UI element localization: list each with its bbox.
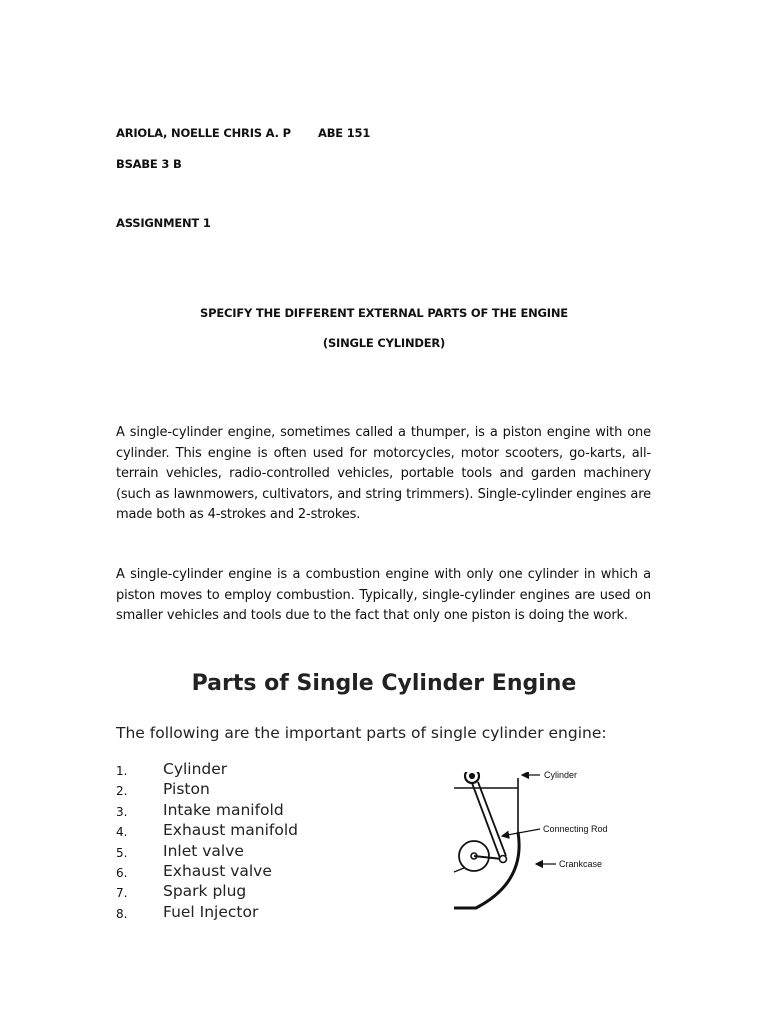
list-number: 1.: [116, 764, 128, 778]
connecting-rod-right: [478, 782, 506, 856]
list-number: 8.: [116, 906, 128, 921]
engine-diagram: [450, 770, 630, 912]
list-label: Exhaust manifold: [163, 821, 299, 840]
student-name: ARIOLA, NOELLE CHRIS A. P: [116, 126, 291, 140]
diagram-label-crankcase: Crankcase: [559, 859, 603, 869]
list-number: 2.: [116, 784, 128, 799]
list-number: 5.: [116, 845, 128, 860]
list-label: Inlet valve: [163, 841, 244, 860]
diagram-label-cylinder: Cylinder: [544, 770, 578, 780]
diagram-label-connecting-rod: Connecting Rod: [543, 824, 608, 834]
list-label: Exhaust valve: [163, 861, 272, 880]
list-number: 3.: [116, 804, 128, 819]
list-label: Intake manifold: [163, 800, 284, 819]
paragraph-2: A single-cylinder engine is a combustion engine with only one cylinder in which a piston moves to employ combustion. Typically, single-cylinder engines are used on smaller vehicles and tools due to the fact that only one piston is doing the work.: [116, 567, 651, 623]
crank-stub: [454, 868, 464, 872]
document-subtitle: (SINGLE CYLINDER): [322, 336, 446, 350]
crankcase-curve: [454, 832, 519, 908]
crank-pin: [500, 856, 507, 863]
list-label: Cylinder: [163, 760, 228, 778]
paragraph-1: A single-cylinder engine, sometimes called a thumper, is a piston engine with one cylinder. This engine is often used for motorcycles, motor scooters, go-karts, all-terrain vehicles, radio-controlled vehicles, portable tools and garden machinery (such as lawnmowers, cultivators, and string trimmers). Single-cylinder engines are made both as 4-strokes and 2-strokes.: [116, 425, 651, 522]
document-title: SPECIFY THE DIFFERENT EXTERNAL PARTS OF THE ENGINE: [200, 306, 568, 320]
course-code: ABE 151: [318, 126, 371, 140]
list-number: 6.: [116, 865, 128, 880]
section-label: BSABE 3 B: [116, 157, 182, 171]
list-label: Piston: [163, 780, 210, 799]
list-number: 7.: [116, 886, 128, 901]
list-number: 4.: [116, 825, 128, 840]
list-label: Fuel Injector: [163, 902, 259, 921]
section-heading: Parts of Single Cylinder Engine: [191, 671, 577, 696]
section-intro: The following are the important parts of single cylinder engine:: [116, 724, 607, 742]
assignment-label: ASSIGNMENT 1: [116, 216, 211, 230]
connecting-rod-arrow: [502, 829, 540, 836]
list-label: Spark plug: [163, 882, 247, 901]
piston-pin-center: [470, 774, 474, 778]
